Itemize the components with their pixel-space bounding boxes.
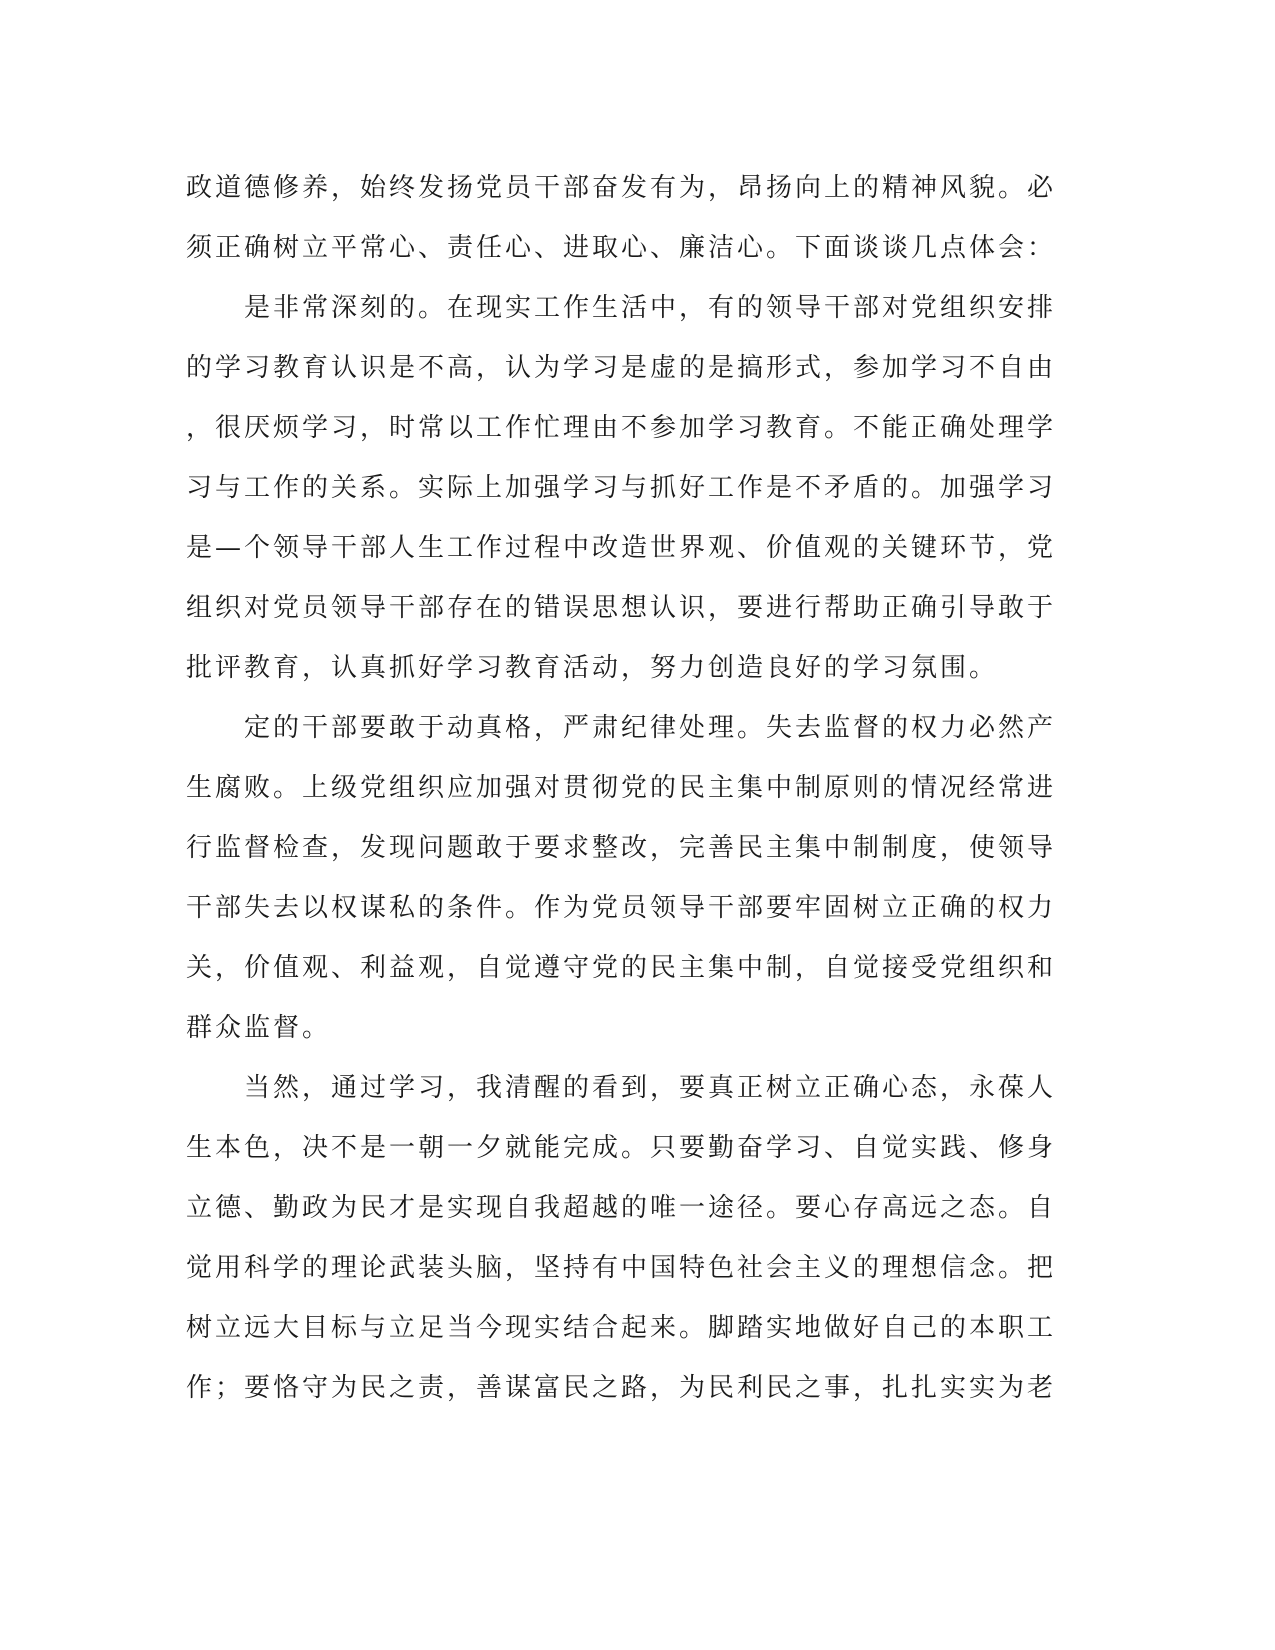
text-line: 习与工作的关系。实际上加强学习与抓好工作是不矛盾的。加强学习: [186, 473, 1057, 503]
text-line: 的学习教育认识是不高，认为学习是虚的是搞形式，参加学习不自由: [186, 353, 1057, 383]
text-line: 当然，通过学习，我清醒的看到，要真正树立正确心态，永葆人: [186, 1073, 1057, 1103]
body-text: [186, 158, 1086, 1418]
text-line: 批评教育，认真抓好学习教育活动，努力创造良好的学习氛围。: [186, 653, 999, 683]
text-line: 组织对党员领导干部存在的错误思想认识，要进行帮助正确引导敢于: [186, 593, 1057, 623]
text-line: 立德、勤政为民才是实现自我超越的唯一途径。要心存高远之态。自: [186, 1193, 1057, 1223]
text-line: 群众监督。: [186, 1013, 332, 1043]
text-line: 定的干部要敢于动真格，严肃纪律处理。失去监督的权力必然产: [186, 713, 1057, 743]
text-line: 行监督检查，发现问题敢于要求整改，完善民主集中制制度，使领导: [186, 833, 1057, 863]
text-line: 作；要恪守为民之责，善谋富民之路，为民利民之事，扎扎实实为老: [186, 1373, 1057, 1403]
text-line: 政道德修养，始终发扬党员干部奋发有为，昂扬向上的精神风貌。必: [186, 173, 1057, 203]
text-line: 生腐败。上级党组织应加强对贯彻党的民主集中制原则的情况经常进: [186, 773, 1057, 803]
text-line: 树立远大目标与立足当今现实结合起来。脚踏实地做好自己的本职工: [186, 1313, 1057, 1343]
text-line: 觉用科学的理论武装头脑，坚持有中国特色社会主义的理想信念。把: [186, 1253, 1057, 1283]
text-line: 生本色，决不是一朝一夕就能完成。只要勤奋学习、自觉实践、修身: [186, 1133, 1057, 1163]
text-line: 关，价值观、利益观，自觉遵守党的民主集中制，自觉接受党组织和: [186, 953, 1057, 983]
text-line: 是—个领导干部人生工作过程中改造世界观、价值观的关键环节，党: [186, 533, 1057, 563]
text-line: 须正确树立平常心、责任心、进取心、廉洁心。下面谈谈几点体会：: [186, 233, 1057, 263]
text-line: 干部失去以权谋私的条件。作为党员领导干部要牢固树立正确的权力: [186, 893, 1057, 923]
text-line: 是非常深刻的。在现实工作生活中，有的领导干部对党组织安排: [186, 293, 1057, 323]
text-line: ，很厌烦学习，时常以工作忙理由不参加学习教育。不能正确处理学: [186, 413, 1057, 443]
